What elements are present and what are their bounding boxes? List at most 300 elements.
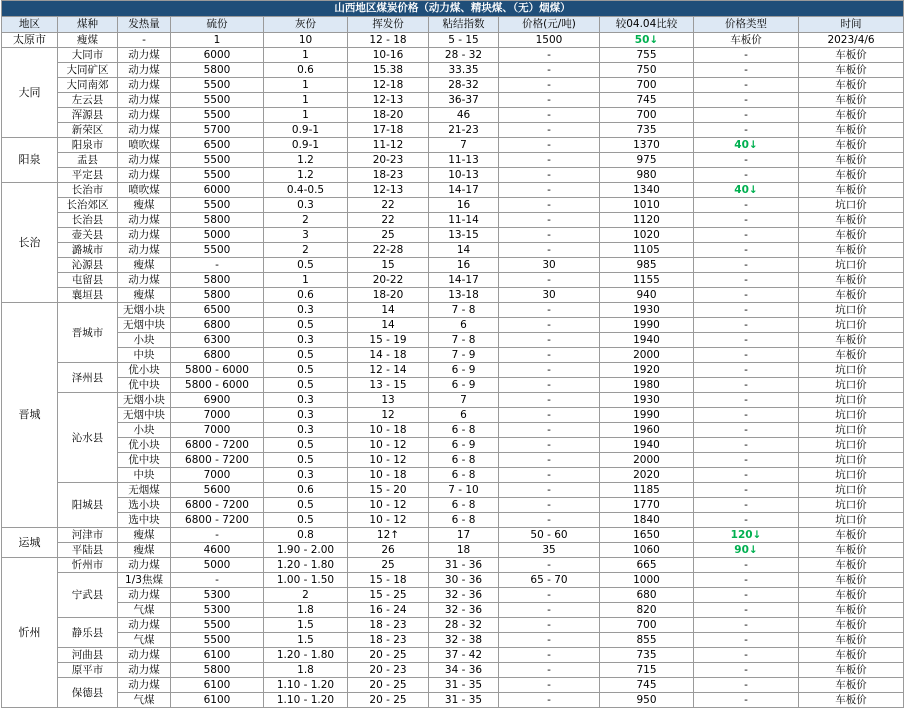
table-row (2, 213, 904, 228)
table-row (2, 378, 904, 393)
calorific-cell: 5500 (171, 78, 264, 93)
ash-cell: 12-13 (348, 183, 429, 198)
price-type-cell: 坑口价 (799, 438, 904, 453)
calorific-cell: 5000 (171, 228, 264, 243)
change-cell: - (694, 693, 799, 708)
price-cell: 750 (600, 63, 694, 78)
coal-type-cell: 动力煤 (118, 153, 171, 168)
sulfur-cell: 1 (264, 78, 348, 93)
price-cell: 1500 (499, 33, 600, 48)
calorific-cell: 6800 (171, 348, 264, 363)
change-cell: - (694, 453, 799, 468)
sulfur-cell: 0.3 (264, 393, 348, 408)
calorific-cell: 5600 (171, 483, 264, 498)
coal-price-table (1, 0, 904, 708)
caking-index-cell: - (499, 618, 600, 633)
price-cell: 1650 (600, 528, 694, 543)
table-row (2, 318, 904, 333)
volatile-cell: 6 - 9 (429, 438, 499, 453)
city-cell: 长治市 (58, 183, 118, 198)
table-row (2, 498, 904, 513)
coal-type-cell: 中块 (118, 468, 171, 483)
coal-type-cell: 动力煤 (118, 63, 171, 78)
price-type-cell: 车板价 (799, 663, 904, 678)
price-type-cell: 车板价 (799, 573, 904, 588)
volatile-cell: 21-23 (429, 123, 499, 138)
caking-index-cell: - (499, 648, 600, 663)
ash-cell: 14 (348, 303, 429, 318)
sulfur-cell: 0.3 (264, 333, 348, 348)
calorific-cell: 5300 (171, 603, 264, 618)
change-cell: - (694, 318, 799, 333)
price-type-cell: 车板价 (799, 558, 904, 573)
caking-index-cell: - (499, 363, 600, 378)
sulfur-cell: 0.3 (264, 423, 348, 438)
city-cell: 忻州市 (58, 558, 118, 573)
sulfur-cell: 1.20 - 1.80 (264, 648, 348, 663)
volatile-cell: 28 - 32 (429, 618, 499, 633)
price-cell: 2020 (600, 468, 694, 483)
ash-cell: 20-23 (348, 153, 429, 168)
table-row (2, 573, 904, 588)
volatile-cell: 7 - 9 (429, 348, 499, 363)
calorific-cell: 5500 (171, 243, 264, 258)
table-row (2, 63, 904, 78)
price-type-cell: 车板价 (799, 153, 904, 168)
caking-index-cell: - (499, 153, 600, 168)
date-cell: 2023/4/6 (799, 33, 904, 48)
caking-index-cell: - (499, 228, 600, 243)
coal-type-cell: 动力煤 (118, 93, 171, 108)
volatile-cell: 6 (429, 408, 499, 423)
calorific-cell: 6800 (171, 318, 264, 333)
price-cell: 1990 (600, 408, 694, 423)
city-cell: 屯留县 (58, 273, 118, 288)
table-row (2, 468, 904, 483)
sulfur-cell: 1.2 (264, 168, 348, 183)
coal-type-cell: 动力煤 (118, 108, 171, 123)
price-cell: 735 (600, 648, 694, 663)
ash-cell: 10 - 18 (348, 468, 429, 483)
ash-cell: 18 - 23 (348, 633, 429, 648)
price-cell: 1060 (600, 543, 694, 558)
city-cell: 左云县 (58, 93, 118, 108)
volatile-cell: 32 - 38 (429, 633, 499, 648)
table-row (2, 663, 904, 678)
price-type-cell: 坑口价 (799, 378, 904, 393)
change-cell: - (694, 558, 799, 573)
coal-type-cell: 动力煤 (118, 48, 171, 63)
price-cell: 975 (600, 153, 694, 168)
sulfur-cell: 0.9-1 (264, 123, 348, 138)
city-cell: 盂县 (58, 153, 118, 168)
col-header-price-type: 价格类型 (694, 17, 799, 33)
price-type-cell: 坑口价 (799, 408, 904, 423)
city-cell: 泽州县 (58, 363, 118, 393)
city-cell: 河津市 (58, 528, 118, 543)
coal-type-cell: 喷吹煤 (118, 183, 171, 198)
ash-cell: 25 (348, 558, 429, 573)
ash-cell: 18-20 (348, 108, 429, 123)
change-cell: - (694, 663, 799, 678)
city-cell: 保德县 (58, 678, 118, 708)
change-cell: - (694, 483, 799, 498)
table-row (2, 243, 904, 258)
sulfur-cell: 1.20 - 1.80 (264, 558, 348, 573)
caking-index-cell: - (499, 168, 600, 183)
table-row (2, 48, 904, 63)
ash-cell: 20-22 (348, 273, 429, 288)
volatile-cell: 46 (429, 108, 499, 123)
table-row (2, 618, 904, 633)
price-type-cell: 车板价 (799, 108, 904, 123)
volatile-cell: 30 - 36 (429, 573, 499, 588)
change-cell: - (694, 93, 799, 108)
coal-type-cell: 动力煤 (118, 123, 171, 138)
change-cell: - (694, 648, 799, 663)
change-cell: - (694, 618, 799, 633)
ash-cell: 10 - 12 (348, 498, 429, 513)
city-cell: 长治县 (58, 213, 118, 228)
price-cell: 1155 (600, 273, 694, 288)
calorific-cell: 6800 - 7200 (171, 438, 264, 453)
table-row (2, 198, 904, 213)
calorific-cell: 7000 (171, 408, 264, 423)
coal-type-cell: 瘦煤 (118, 288, 171, 303)
caking-index-cell: - (499, 693, 600, 708)
price-type-cell: 坑口价 (799, 198, 904, 213)
caking-index-cell: - (499, 318, 600, 333)
coal-type-cell: 喷吹煤 (118, 138, 171, 153)
price-cell: 820 (600, 603, 694, 618)
calorific-cell: - (171, 528, 264, 543)
price-type-cell: 车板价 (799, 123, 904, 138)
price-cell: 755 (600, 48, 694, 63)
change-cell: - (694, 588, 799, 603)
ash-cell: 17-18 (348, 123, 429, 138)
volatile-cell: 7 - 8 (429, 303, 499, 318)
calorific-cell: 5800 - 6000 (171, 378, 264, 393)
price-type-cell: 车板价 (799, 633, 904, 648)
volatile-cell: 14 (429, 243, 499, 258)
calorific-cell: 5500 (171, 618, 264, 633)
ash-cell: 15 - 25 (348, 588, 429, 603)
table-row (2, 348, 904, 363)
volatile-cell: 14-17 (429, 273, 499, 288)
coal-type-cell: 瘦煤 (58, 33, 118, 48)
sulfur-cell: 1 (264, 48, 348, 63)
change-cell: - (694, 393, 799, 408)
price-cell: 745 (600, 678, 694, 693)
price-type-cell: 车板价 (799, 678, 904, 693)
coal-type-cell: 无烟中块 (118, 318, 171, 333)
price-cell: 1960 (600, 423, 694, 438)
sulfur-cell: 0.9-1 (264, 138, 348, 153)
caking-index-cell: 50 - 60 (499, 528, 600, 543)
sulfur-cell: 0.5 (264, 378, 348, 393)
city-cell: 沁水县 (58, 393, 118, 483)
price-cell: 1980 (600, 378, 694, 393)
ash-cell: 12 - 14 (348, 363, 429, 378)
change-cell: - (694, 213, 799, 228)
coal-type-cell: 动力煤 (118, 678, 171, 693)
ash-cell: 20 - 25 (348, 678, 429, 693)
region-cell: 大同 (2, 48, 58, 138)
price-type-cell: 坑口价 (799, 483, 904, 498)
volatile-cell: 7 - 8 (429, 333, 499, 348)
calorific-cell: 5800 (171, 213, 264, 228)
price-type-cell: 坑口价 (799, 423, 904, 438)
change-cell: - (694, 228, 799, 243)
change-cell: - (694, 603, 799, 618)
price-type-cell: 车板价 (799, 48, 904, 63)
coal-type-cell: 动力煤 (118, 213, 171, 228)
ash-cell: 13 - 15 (348, 378, 429, 393)
caking-index-cell: - (499, 603, 600, 618)
sulfur-cell: 1.5 (264, 633, 348, 648)
table-row (2, 78, 904, 93)
price-cell: 1940 (600, 438, 694, 453)
volatile-cell: 32 - 36 (429, 588, 499, 603)
volatile-cell: 18 (429, 543, 499, 558)
change-cell: - (694, 153, 799, 168)
caking-index-cell: - (499, 678, 600, 693)
ash-cell: 10 - 12 (348, 513, 429, 528)
ash-cell: 25 (348, 228, 429, 243)
table-row (2, 363, 904, 378)
price-cell: 1930 (600, 393, 694, 408)
change-cell: - (694, 258, 799, 273)
volatile-cell: 28 - 32 (429, 48, 499, 63)
calorific-cell: 7000 (171, 423, 264, 438)
ash-cell: 13 (348, 393, 429, 408)
region-cell: 太原市 (2, 33, 58, 48)
price-type-cell: 坑口价 (799, 513, 904, 528)
caking-index-cell: - (499, 48, 600, 63)
ash-cell: 12-18 (348, 78, 429, 93)
coal-type-cell: 动力煤 (118, 558, 171, 573)
calorific-cell: 5500 (171, 93, 264, 108)
price-type-cell: 车板价 (799, 603, 904, 618)
caking-index-cell: - (499, 273, 600, 288)
sulfur-cell: 0.5 (264, 438, 348, 453)
table-row (2, 228, 904, 243)
volatile-cell: 6 - 9 (429, 363, 499, 378)
change-cell: - (694, 513, 799, 528)
table-row (2, 393, 904, 408)
ash-cell: 18-20 (348, 288, 429, 303)
table-row (2, 693, 904, 708)
change-cell: - (694, 678, 799, 693)
caking-index-cell: - (499, 483, 600, 498)
header-row (2, 17, 904, 33)
coal-type-cell: 无烟小块 (118, 393, 171, 408)
col-header-price: 价格(元/吨) (499, 17, 600, 33)
city-cell: 静乐县 (58, 618, 118, 648)
calorific-cell: 6100 (171, 648, 264, 663)
price-type-cell: 坑口价 (799, 258, 904, 273)
volatile-cell: 11-13 (429, 153, 499, 168)
volatile-cell: 7 (429, 393, 499, 408)
city-cell: 阳城县 (58, 483, 118, 528)
price-cell: 2000 (600, 453, 694, 468)
volatile-cell: 6 - 8 (429, 498, 499, 513)
volatile-cell: 37 - 42 (429, 648, 499, 663)
table-row (2, 168, 904, 183)
sulfur-cell: 1.10 - 1.20 (264, 693, 348, 708)
city-cell: 宁武县 (58, 573, 118, 618)
sulfur-cell: 1.2 (264, 153, 348, 168)
sulfur-cell: 0.5 (264, 453, 348, 468)
calorific-cell: 5800 (171, 273, 264, 288)
sulfur-cell: 1.5 (264, 618, 348, 633)
volatile-cell: 6 - 8 (429, 468, 499, 483)
price-type-cell: 坑口价 (799, 453, 904, 468)
sulfur-cell: 1 (264, 108, 348, 123)
calorific-cell: 5000 (171, 558, 264, 573)
price-cell: 985 (600, 258, 694, 273)
city-cell: 阳泉市 (58, 138, 118, 153)
sulfur-cell: 0.3 (264, 468, 348, 483)
ash-cell: 20 - 25 (348, 693, 429, 708)
table-row (2, 153, 904, 168)
calorific-cell: 6800 - 7200 (171, 513, 264, 528)
city-cell: 长治郊区 (58, 198, 118, 213)
sulfur-cell: 0.8 (264, 528, 348, 543)
ash-cell: 15 - 20 (348, 483, 429, 498)
price-cell: 1340 (600, 183, 694, 198)
caking-index-cell: - (499, 138, 600, 153)
volatile-cell: 34 - 36 (429, 663, 499, 678)
caking-index-cell: - (499, 498, 600, 513)
table-row (2, 483, 904, 498)
calorific-cell: 6100 (171, 693, 264, 708)
ash-cell: 18 - 23 (348, 618, 429, 633)
volatile-cell: 31 - 36 (429, 558, 499, 573)
ash-cell: 22 (348, 198, 429, 213)
coal-type-cell: 动力煤 (118, 618, 171, 633)
ash-cell: 10-16 (348, 48, 429, 63)
caking-index-cell: - (499, 183, 600, 198)
caking-index-cell: - (499, 123, 600, 138)
calorific-cell: 6500 (171, 138, 264, 153)
city-cell: 河曲县 (58, 648, 118, 663)
sulfur-cell: 0.3 (264, 198, 348, 213)
coal-type-cell: 动力煤 (118, 663, 171, 678)
change-cell: - (694, 243, 799, 258)
price-cell: 745 (600, 93, 694, 108)
change-cell: - (694, 498, 799, 513)
sulfur-cell: 0.6 (264, 63, 348, 78)
price-cell: 1020 (600, 228, 694, 243)
price-cell: 855 (600, 633, 694, 648)
table-row (2, 303, 904, 318)
calorific-cell: 7000 (171, 468, 264, 483)
ash-cell: 15 - 19 (348, 333, 429, 348)
price-cell: 665 (600, 558, 694, 573)
coal-type-cell: 动力煤 (118, 168, 171, 183)
ash-cell: 26 (348, 543, 429, 558)
coal-type-cell: 选中块 (118, 513, 171, 528)
caking-index-cell: - (499, 393, 600, 408)
caking-index-cell: - (499, 198, 600, 213)
change-cell: - (694, 48, 799, 63)
table-row (2, 108, 904, 123)
price-type-cell: 车板价 (799, 213, 904, 228)
sulfur-cell: 0.6 (264, 483, 348, 498)
city-cell: 平陆县 (58, 543, 118, 558)
coal-type-cell: 瘦煤 (118, 258, 171, 273)
calorific-cell: 6000 (171, 183, 264, 198)
calorific-cell: 5500 (171, 168, 264, 183)
price-cell: 715 (600, 663, 694, 678)
sulfur-cell: 1.00 - 1.50 (264, 573, 348, 588)
table-row (2, 588, 904, 603)
coal-type-cell: 小块 (118, 333, 171, 348)
table-body (2, 1, 904, 708)
volatile-cell: 13-18 (429, 288, 499, 303)
price-cell: 1185 (600, 483, 694, 498)
table-row (2, 288, 904, 303)
volatile-cell: 31 - 35 (429, 678, 499, 693)
caking-index-cell: 35 (499, 543, 600, 558)
change-cell: - (694, 303, 799, 318)
col-header-sulfur: 硫份 (171, 17, 264, 33)
calorific-cell: - (171, 258, 264, 273)
ash-cell: 10 - 18 (348, 423, 429, 438)
volatile-cell: 6 (429, 318, 499, 333)
change-cell: - (694, 573, 799, 588)
change-cell: - (694, 348, 799, 363)
price-type-cell: 车板价 (799, 543, 904, 558)
city-cell: 浑源县 (58, 108, 118, 123)
price-type-cell: 坑口价 (799, 303, 904, 318)
caking-index-cell: - (499, 663, 600, 678)
calorific-cell: 6300 (171, 333, 264, 348)
sulfur-cell: 1.90 - 2.00 (264, 543, 348, 558)
price-cell: 700 (600, 78, 694, 93)
sulfur-cell: 1.8 (264, 663, 348, 678)
price-type-cell: 车板价 (799, 693, 904, 708)
volatile-cell: 16 (429, 258, 499, 273)
caking-index-cell: - (499, 423, 600, 438)
price-type-cell: 坑口价 (799, 393, 904, 408)
ash-cell: 12 (348, 408, 429, 423)
sulfur-cell: 2 (264, 588, 348, 603)
caking-index-cell: - (499, 378, 600, 393)
price-type-cell: 车板价 (799, 618, 904, 633)
price-cell: 940 (600, 288, 694, 303)
calorific-cell: 4600 (171, 543, 264, 558)
calorific-cell: 5800 (171, 63, 264, 78)
ash-cell: 15 - 18 (348, 573, 429, 588)
table-row (2, 423, 904, 438)
price-type-cell: 车板价 (799, 588, 904, 603)
price-cell: 950 (600, 693, 694, 708)
caking-index-cell: 5 - 15 (429, 33, 499, 48)
price-type-cell: 车板价 (799, 63, 904, 78)
coal-type-cell: 优小块 (118, 363, 171, 378)
ash-cell: 22 (348, 213, 429, 228)
ash-cell: 20 - 23 (348, 663, 429, 678)
ash-cell: 11-12 (348, 138, 429, 153)
price-cell: 680 (600, 588, 694, 603)
sulfur-cell: 0.5 (264, 318, 348, 333)
coal-type-cell: 1/3焦煤 (118, 573, 171, 588)
table-row (2, 183, 904, 198)
price-cell: 980 (600, 168, 694, 183)
sulfur-cell: 0.5 (264, 258, 348, 273)
